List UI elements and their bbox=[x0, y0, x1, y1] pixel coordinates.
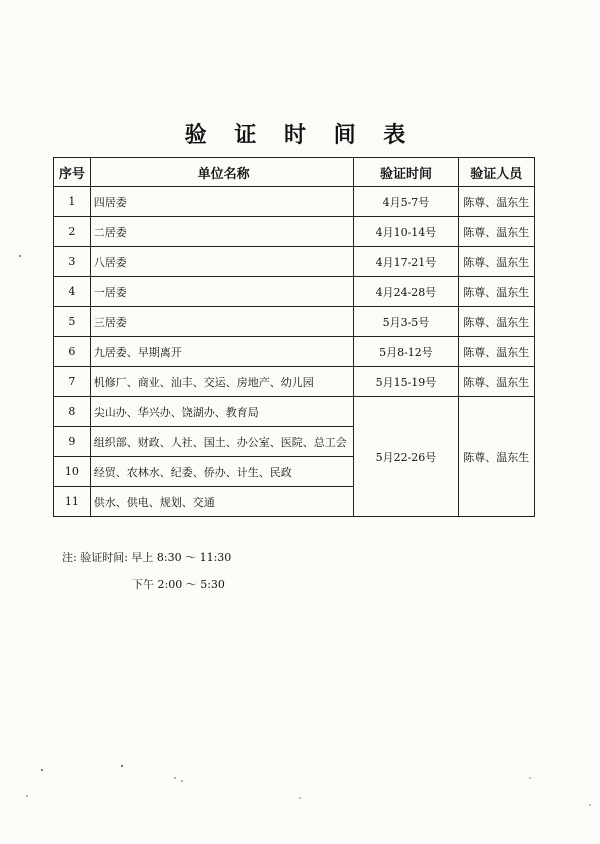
row-unit: 八居委 bbox=[90, 247, 354, 277]
row-unit: 组织部、财政、人社、国土、办公室、医院、总工会 bbox=[90, 427, 354, 457]
row-num: 4 bbox=[54, 277, 91, 307]
row-staff: 陈尊、温东生 bbox=[458, 217, 534, 247]
row-num: 6 bbox=[54, 337, 91, 367]
row-unit: 机修厂、商业、汕丰、交运、房地产、幼儿园 bbox=[90, 367, 354, 397]
row-date: 4月5-7号 bbox=[354, 187, 458, 217]
row-unit: 二居委 bbox=[90, 217, 354, 247]
row-date: 5月3-5号 bbox=[354, 307, 458, 337]
row-unit: 九居委、早期离开 bbox=[90, 337, 354, 367]
row-num: 8 bbox=[54, 397, 91, 427]
header-num: 序号 bbox=[54, 158, 91, 187]
row-date: 4月10-14号 bbox=[354, 217, 458, 247]
document-title: 验 证 时 间 表 bbox=[184, 122, 416, 148]
note-line-1: 注: 验证时间: 早上 8:30 ～ 11:30 bbox=[62, 551, 232, 564]
row-num: 1 bbox=[54, 187, 91, 217]
row-staff: 陈尊、温东生 bbox=[458, 307, 534, 337]
row-date: 4月24-28号 bbox=[354, 277, 458, 307]
header-date: 验证时间 bbox=[354, 158, 458, 187]
header-unit: 单位名称 bbox=[90, 158, 354, 187]
row-num: 2 bbox=[54, 217, 91, 247]
row-unit: 四居委 bbox=[90, 187, 354, 217]
row-num: 11 bbox=[54, 487, 91, 517]
row-unit: 三居委 bbox=[90, 307, 354, 337]
row-staff: 陈尊、温东生 bbox=[458, 277, 534, 307]
row-staff: 陈尊、温东生 bbox=[458, 187, 534, 217]
row-staff: 陈尊、温东生 bbox=[458, 247, 534, 277]
row-staff: 陈尊、温东生 bbox=[458, 367, 534, 397]
row-unit: 经贸、农林水、纪委、侨办、计生、民政 bbox=[90, 457, 354, 487]
row-unit: 供水、供电、规划、交通 bbox=[90, 487, 354, 517]
row-unit: 尖山办、华兴办、饶湖办、教育局 bbox=[90, 397, 354, 427]
row-date: 5月15-19号 bbox=[354, 367, 458, 397]
row-unit: 一居委 bbox=[90, 277, 354, 307]
row-num: 9 bbox=[54, 427, 91, 457]
group-staff: 陈尊、温东生 bbox=[458, 397, 534, 517]
row-date: 5月8-12号 bbox=[354, 337, 458, 367]
row-staff: 陈尊、温东生 bbox=[458, 337, 534, 367]
note-line-2: 下午 2:00 ～ 5:30 bbox=[132, 578, 225, 591]
row-num: 7 bbox=[54, 367, 91, 397]
row-num: 3 bbox=[54, 247, 91, 277]
group-date: 5月22-26号 bbox=[354, 397, 458, 517]
header-staff: 验证人员 bbox=[458, 158, 534, 187]
row-date: 4月17-21号 bbox=[354, 247, 458, 277]
row-num: 10 bbox=[54, 457, 91, 487]
row-num: 5 bbox=[54, 307, 91, 337]
